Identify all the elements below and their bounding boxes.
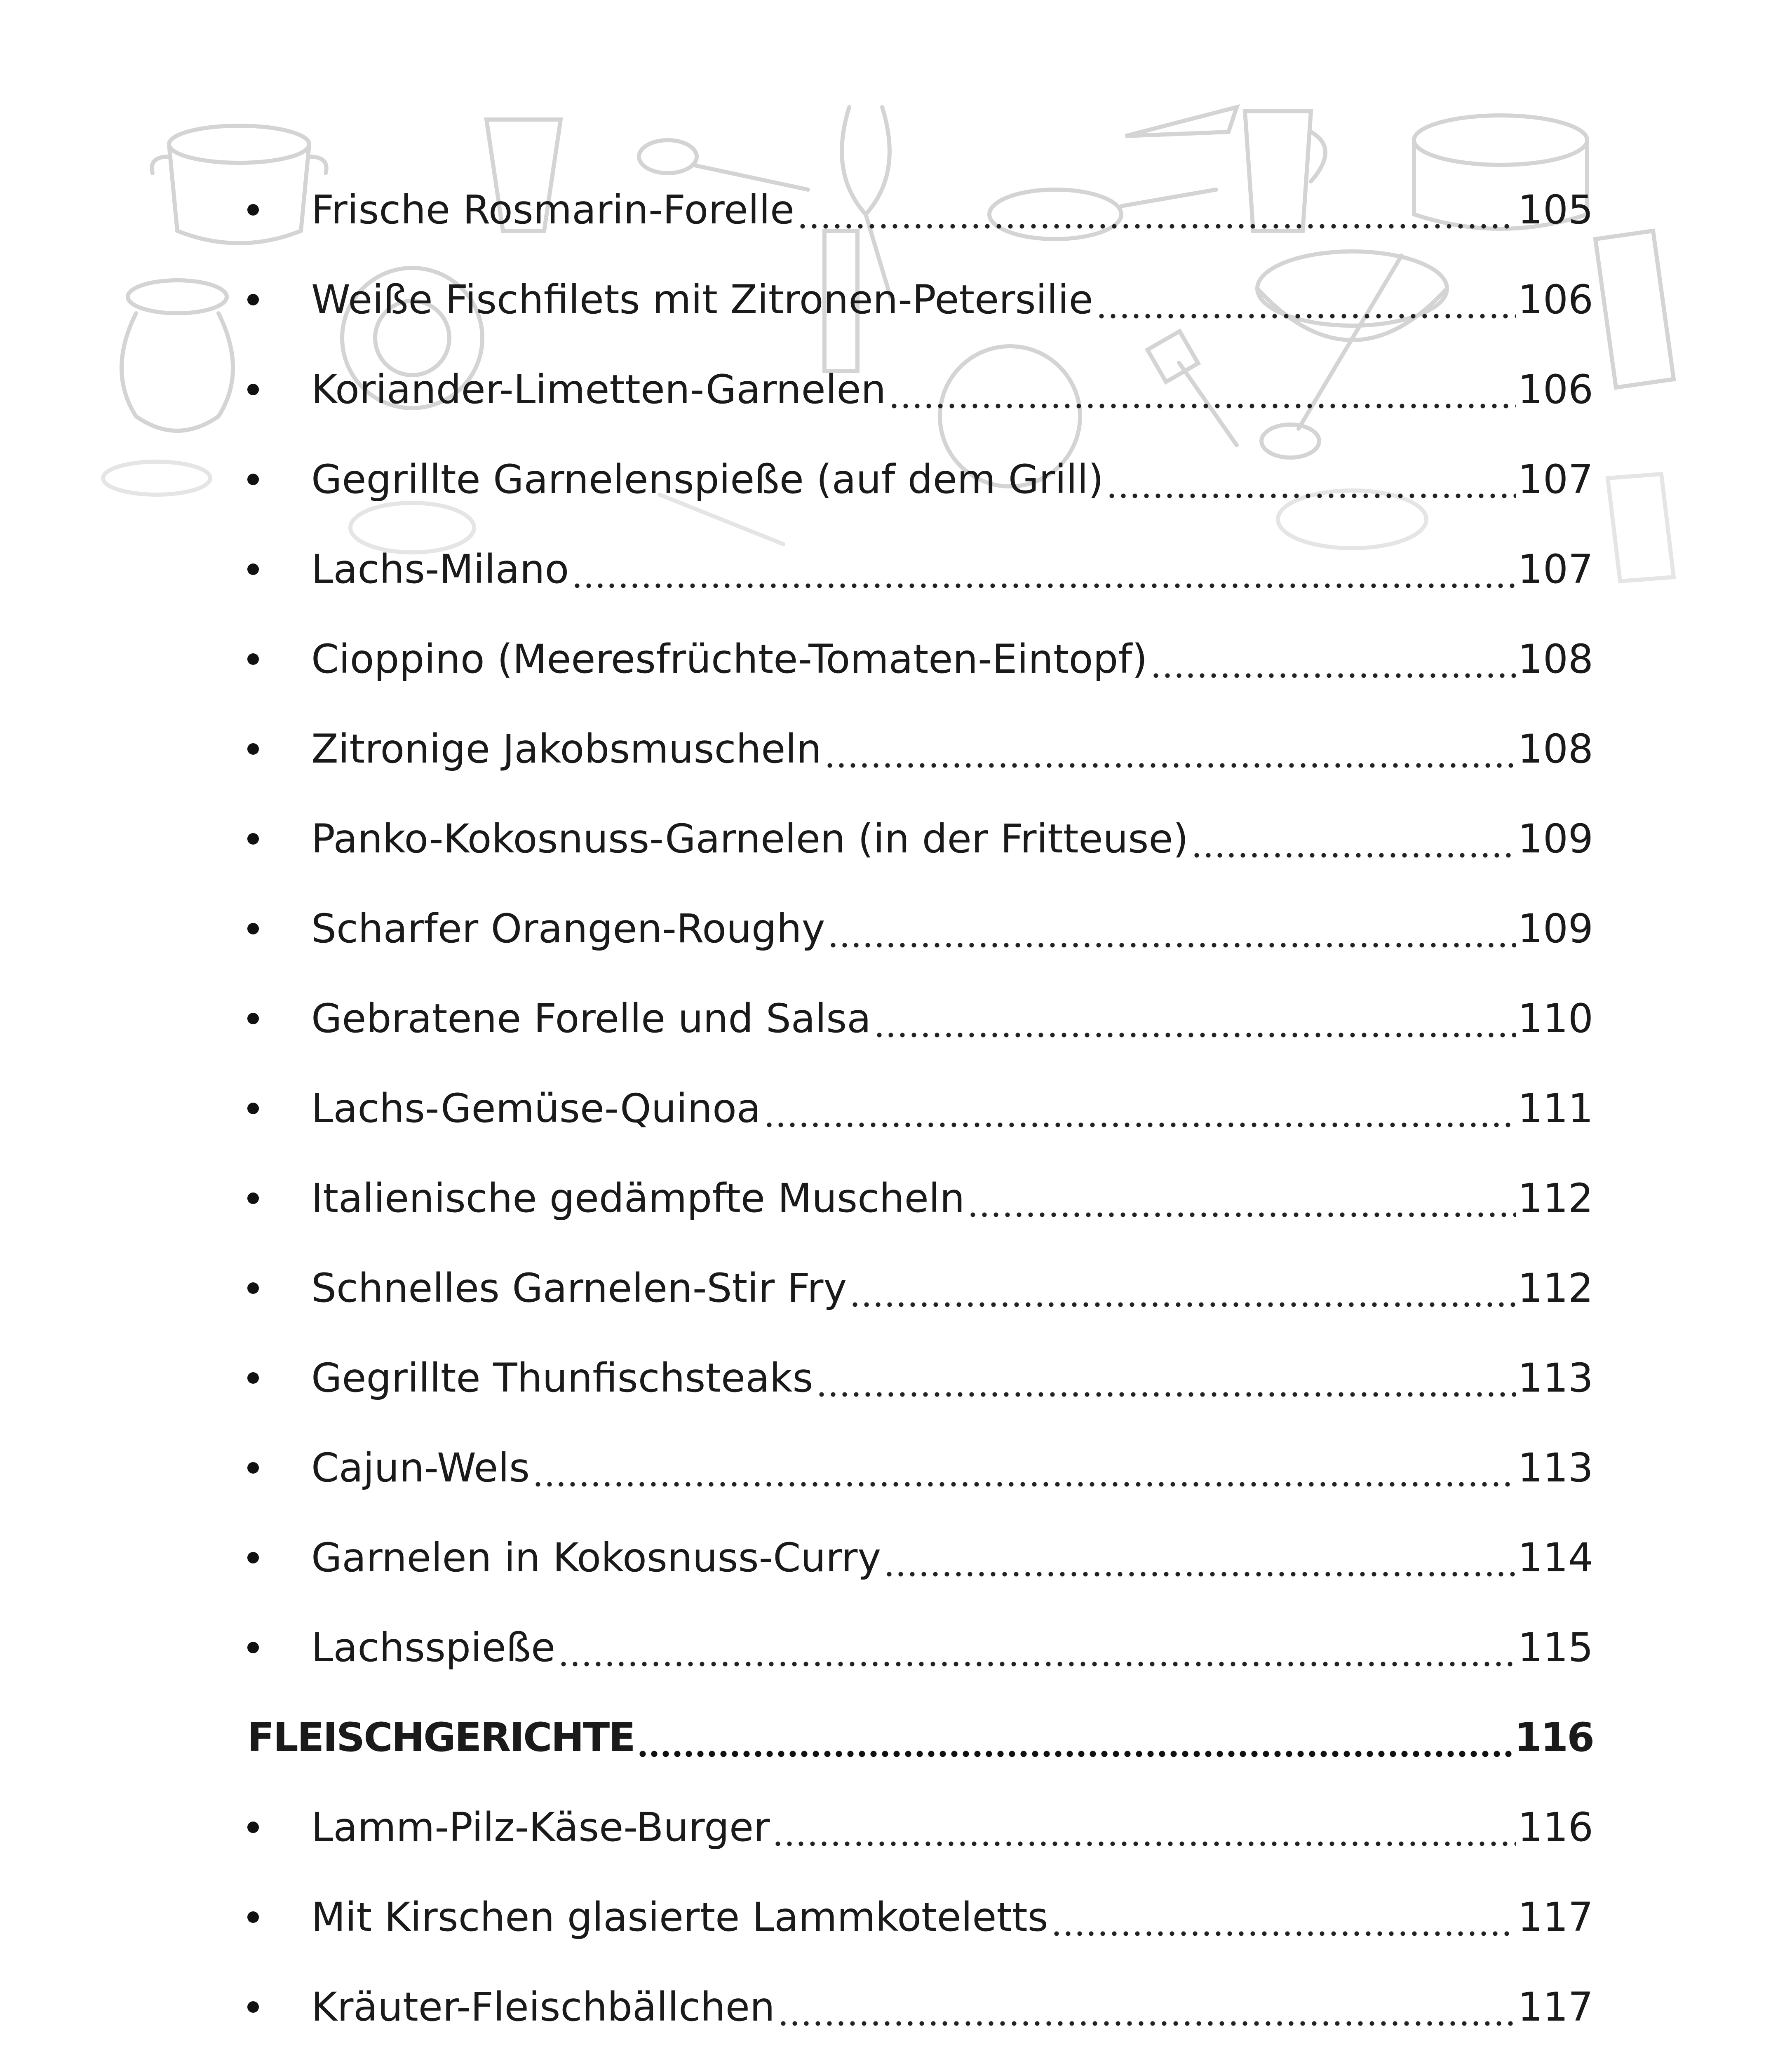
dot-leader: [874, 999, 1516, 1038]
dot-leader: [816, 1358, 1516, 1398]
bullet-icon: [247, 1013, 259, 1024]
lidded-pot-icon: [122, 280, 233, 431]
toc-page-number: 106: [1517, 366, 1593, 413]
dot-leader: [827, 909, 1516, 948]
toc-entry[interactable]: [247, 1153, 1593, 1243]
toc-entry[interactable]: [247, 1243, 1593, 1333]
toc-entry-title: Lachs-Gemüse-Quinoa: [311, 1085, 761, 1131]
grater-icon: [1595, 231, 1674, 387]
bullet-icon: [247, 1822, 259, 1833]
toc-page-number: 117: [1517, 1894, 1593, 1940]
bullet-icon: [247, 923, 259, 934]
bullet-icon: [247, 474, 259, 485]
toc-entry[interactable]: [247, 524, 1593, 614]
bullet-icon: [247, 1462, 259, 1474]
dot-leader: [849, 1268, 1516, 1308]
toc-entry[interactable]: [247, 345, 1593, 434]
toc-page-number: 116: [1514, 1714, 1593, 1761]
dot-leader: [824, 729, 1516, 769]
toc-entry[interactable]: [247, 434, 1593, 524]
dot-leader: [777, 1987, 1516, 2027]
toc-entry-title: Schnelles Garnelen-Stir Fry: [311, 1265, 847, 1311]
dot-leader: [1096, 280, 1516, 319]
toc-entry-title: Frische Rosmarin-Forelle: [311, 187, 795, 233]
toc-entry-title: Lamm-Pilz-Käse-Burger: [311, 1804, 770, 1850]
bullet-icon: [247, 653, 259, 665]
bullet-icon: [247, 1282, 259, 1294]
dot-leader: [763, 1089, 1516, 1128]
dot-leader: [888, 370, 1516, 409]
toc-entry[interactable]: [247, 1872, 1593, 1962]
bullet-icon: [247, 204, 259, 216]
dot-leader: [772, 1807, 1516, 1847]
dot-leader: [797, 190, 1516, 230]
toc-page-number: 106: [1517, 277, 1593, 323]
toc-entry-title: Italienische gedämpfte Muscheln: [311, 1175, 965, 1221]
toc-page-number: 116: [1517, 1804, 1593, 1850]
toc-entry-title: Gegrillte Garnelenspieße (auf dem Grill): [311, 456, 1104, 502]
toc-page-number: 110: [1517, 995, 1593, 1042]
toc-entry-title: Gebratene Forelle und Salsa: [311, 995, 871, 1042]
dot-leader: [532, 1448, 1516, 1488]
toc-entry[interactable]: [247, 974, 1593, 1063]
toc-entry[interactable]: [247, 794, 1593, 884]
toc-entry-title: Mit Kirschen glasierte Lammkoteletts: [311, 1894, 1048, 1940]
toc-entry[interactable]: [247, 1063, 1593, 1153]
toc-entry[interactable]: [247, 165, 1593, 255]
toc-page-number: 113: [1517, 1355, 1593, 1401]
bullet-icon: [247, 1103, 259, 1114]
toc-page-number: 114: [1517, 1535, 1593, 1581]
dot-leader: [1150, 639, 1516, 679]
bullet-icon: [247, 384, 259, 395]
toc-entry-title: Cajun-Wels: [311, 1445, 530, 1491]
toc-entry[interactable]: [247, 1423, 1593, 1513]
bullet-icon: [247, 294, 259, 305]
toc-page-number: 108: [1517, 636, 1593, 682]
toc-page-number: 108: [1517, 726, 1593, 772]
bullet-icon: [247, 1911, 259, 1923]
toc-page-number: 112: [1517, 1175, 1593, 1221]
toc-entry-title: Kräuter-Fleischbällchen: [311, 1984, 775, 2030]
toc-section-heading[interactable]: [247, 1692, 1593, 1782]
toc-entry[interactable]: [247, 1962, 1593, 2052]
bullet-icon: [247, 1642, 259, 1653]
toc-page-number: 109: [1517, 906, 1593, 952]
dot-leader: [1051, 1897, 1516, 1937]
toc-entry[interactable]: [247, 704, 1593, 794]
dot-leader: [558, 1628, 1516, 1667]
knife-icon: [1125, 107, 1237, 136]
toc-page-number: 107: [1517, 546, 1593, 592]
toc-page-number: 107: [1517, 456, 1593, 502]
bullet-icon: [247, 743, 259, 755]
toc-entry[interactable]: [247, 255, 1593, 345]
dot-leader: [1106, 460, 1516, 499]
toc-entry-title: Lachsspieße: [311, 1624, 556, 1671]
toc-entry-title: Koriander-Limetten-Garnelen: [311, 366, 886, 413]
toc-entry[interactable]: [247, 1603, 1593, 1692]
toc-entry[interactable]: [247, 2052, 1593, 2061]
toc-page-number: 105: [1517, 187, 1593, 233]
toc-entry-title: Gegrillte Thunfischsteaks: [311, 1355, 813, 1401]
dot-leader: [883, 1538, 1516, 1577]
toc-entry-title: Panko-Kokosnuss-Garnelen (in der Fritteuse): [311, 816, 1188, 862]
dot-leader: [637, 1718, 1513, 1757]
toc-entry-title: Weiße Fischfilets mit Zitronen-Petersilie: [311, 277, 1093, 323]
table-of-contents: [247, 165, 1593, 2061]
bullet-icon: [247, 1192, 259, 1204]
bullet-icon: [247, 563, 259, 575]
bullet-icon: [247, 1552, 259, 1563]
toc-page-number: 115: [1517, 1624, 1593, 1671]
toc-page-number: 112: [1517, 1265, 1593, 1311]
toc-entry[interactable]: [247, 1782, 1593, 1872]
toc-entry[interactable]: [247, 1513, 1593, 1603]
toc-entry-title: Lachs-Milano: [311, 546, 569, 592]
toc-page-number: 113: [1517, 1445, 1593, 1491]
toc-entry-title: Zitronige Jakobsmuscheln: [311, 726, 822, 772]
dot-leader: [571, 549, 1516, 589]
toc-entry-title: Garnelen in Kokosnuss-Curry: [311, 1535, 881, 1581]
toc-entry-title: FLEISCHGERICHTE: [247, 1714, 634, 1761]
dot-leader: [1191, 819, 1516, 859]
toc-page-number: 117: [1517, 1984, 1593, 2030]
dot-leader: [967, 1178, 1516, 1218]
toc-entry-title: Cioppino (Meeresfrüchte-Tomaten-Eintopf): [311, 636, 1148, 682]
toc-entry-title: Scharfer Orangen-Roughy: [311, 906, 825, 952]
toc-entry[interactable]: [247, 884, 1593, 974]
bullet-icon: [247, 833, 259, 845]
toc-page-number: 111: [1517, 1085, 1593, 1131]
toc-entry[interactable]: [247, 1333, 1593, 1423]
toc-page-number: 109: [1517, 816, 1593, 862]
toc-entry[interactable]: [247, 614, 1593, 704]
bullet-icon: [247, 2001, 259, 2013]
bullet-icon: [247, 1372, 259, 1384]
